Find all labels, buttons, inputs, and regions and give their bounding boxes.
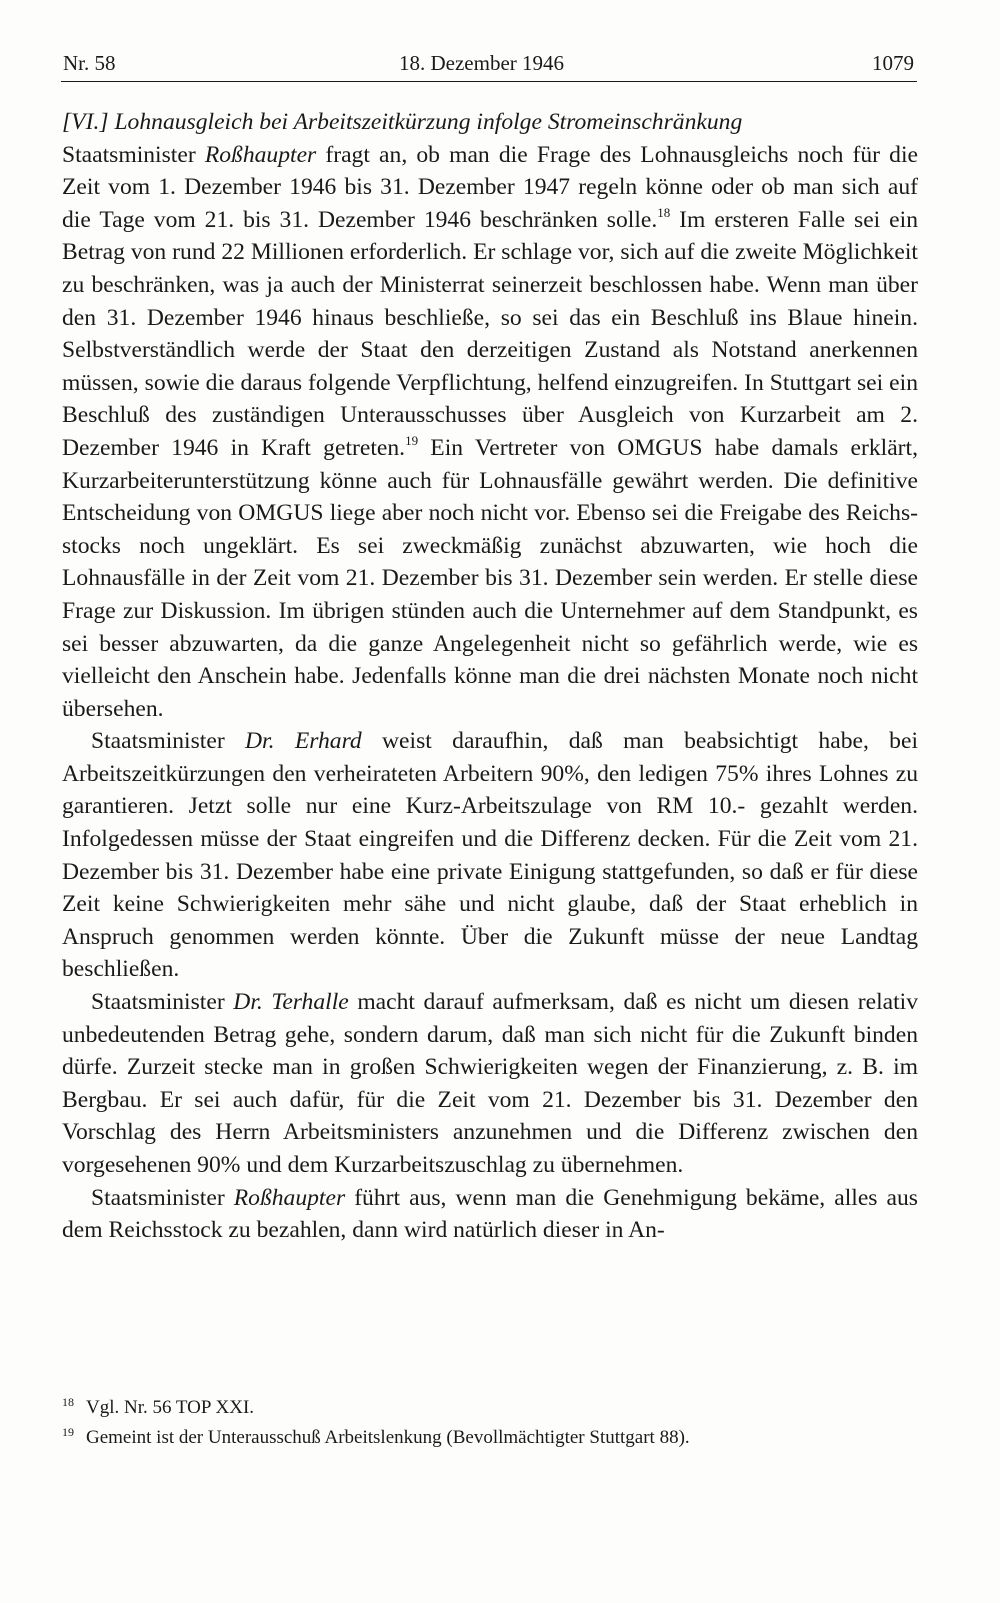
footnote-18: [62, 1393, 918, 1423]
paragraph-text: Staatsminister: [91, 1184, 234, 1211]
footnote-number: 18: [62, 1395, 74, 1409]
section-heading: [62, 106, 918, 139]
paragraph-text: Staatsminister: [91, 989, 234, 1016]
paragraph-text: Ein Vertreter von OMGUS habe damals erklärt, Kurzarbeiterunterstützung könne auch für Lohnausfälle gewährt werden. Die definitive Entscheidung von OMGUS liege aber noch nicht vor. Ebenso sei die Freigabe des Reichsstocks noch ungeklärt. Es sei zweckmäßig zunächst abzuwarten, wie hoch die Lohnausfälle in der Zeit vom 21. Dezember bis 31. Dezember sein werden. Er stelle diese Frage zur Diskussion. Im übrigen stünden auch die Unternehmer auf dem Standpunkt, es sei besser abzuwarten, da die ganze Angelegenheit nicht so gefährlich werde, wie es vielleicht den Anschein habe. Jedenfalls könne man die drei nächsten Monate noch nicht übersehen.: [62, 434, 918, 722]
speaker-name: Roßhaupter: [233, 1184, 346, 1211]
paragraph-text: Staatsminister: [91, 728, 246, 755]
footnote-text: Vgl. Nr. 56 TOP XXI.: [86, 1397, 255, 1418]
footnote-number: 19: [62, 1425, 74, 1439]
paragraph-text: weist daraufhin, daß man beabsichtigt habe, bei Arbeitszeitkürzungen den verheirateten Arbeitern 90%, den ledigen 75% ihres Lohnes zu garantieren. Jetzt solle nur eine Kurz-Arbeitszulage von RM 10.- gezahlt werden. Infolgedessen müsse der Staat eingreifen und die Differenz decken. Für die Zeit vom 21. Dezember bis 31. Dezember habe eine private Einigung stattgefunden, so daß er für diese Zeit keine Schwierigkeiten mehr sähe und nicht glaube, daß der Staat erheblich in Anspruch genommen werden könnte. Über die Zukunft müsse der neue Landtag beschließen.: [62, 728, 918, 983]
paragraph-text: führt aus, wenn man die Genehmigung bekäme, alles aus dem Reichsstock zu bezahlen, dann wird natürlich dieser in An-: [62, 1184, 918, 1244]
section-title: Lohnausgleich bei Arbeitszeitkürzung infolge Stromeinschränkung: [114, 109, 743, 135]
paragraph-1: [62, 139, 918, 726]
paragraph-2: [62, 725, 918, 986]
speaker-name: Dr. Erhard: [245, 728, 362, 755]
paragraph-text: macht darauf aufmerksam, daß es nicht um diesen relativ unbedeutenden Betrag gehe, sondern darum, daß man sich nicht für die Zukunft binden dürfe. Zurzeit stecke man in großen Schwierigkeiten wegen der Finanzierung, z. B. im Bergbau. Er sei auch dafür, für die Zeit vom 21. Dezember bis 31. Dezember den Vorschlag des Herrn Arbeitsministers anzunehmen und die Differenz zwischen den vorgesehenen 90% und dem Kurzarbeitszuschlag zu übernehmen.: [62, 989, 918, 1178]
body-text: [62, 106, 918, 1247]
footnote-ref-19[interactable]: 19: [405, 432, 419, 448]
running-header: [61, 47, 917, 82]
paragraph-4: [62, 1182, 918, 1247]
document-date: 18. Dezember 1946: [399, 51, 565, 75]
document-number: Nr. 58: [63, 51, 116, 75]
section-number: [VI.]: [62, 109, 109, 135]
paragraph-3: [62, 986, 918, 1182]
speaker-name: Roßhaupter: [204, 141, 317, 168]
speaker-name: Dr. Terhalle: [233, 989, 349, 1016]
paragraph-text: fragt an, ob man die Frage des Lohnausgleichs noch für die Zeit vom 1. Dezember 1946 bis 31. Dezember 1947 regeln könne oder ob man sich auf die Tage vom 21. bis 31. Dezember 1946 beschränken solle.: [62, 141, 918, 233]
footnote-text: Gemeint ist der Unterausschuß Arbeitslenkung (Bevollmächtigter Stuttgart 88).: [86, 1427, 690, 1448]
paragraph-text: Im ersteren Falle sei ein Betrag von rund 22 Millionen erforderlich. Er schlage vor, sich auf die zweite Möglichkeit zu beschränken, was ja auch der Ministerrat seinerzeit beschlossen habe. Wenn man über den 31. Dezember 1946 hinaus beschließe, so sei das ein Beschluß ins Blaue hinein. Selbstverständlich werde der Staat den derzeitigen Zustand als Notstand anerkennen müssen, sowie die daraus folgende Verpflichtung, helfend einzugreifen. In Stuttgart sei ein Beschluß des zuständigen Unterausschusses über Ausgleich von Kurzarbeit am 2. Dezember 1946 in Kraft getreten.: [62, 206, 918, 461]
footnotes: [62, 1393, 918, 1453]
footnote-ref-18[interactable]: 18: [657, 204, 671, 220]
footnote-19: [62, 1423, 918, 1453]
paragraph-text: Staatsminister: [62, 141, 205, 168]
page-number: 1079: [872, 51, 914, 75]
